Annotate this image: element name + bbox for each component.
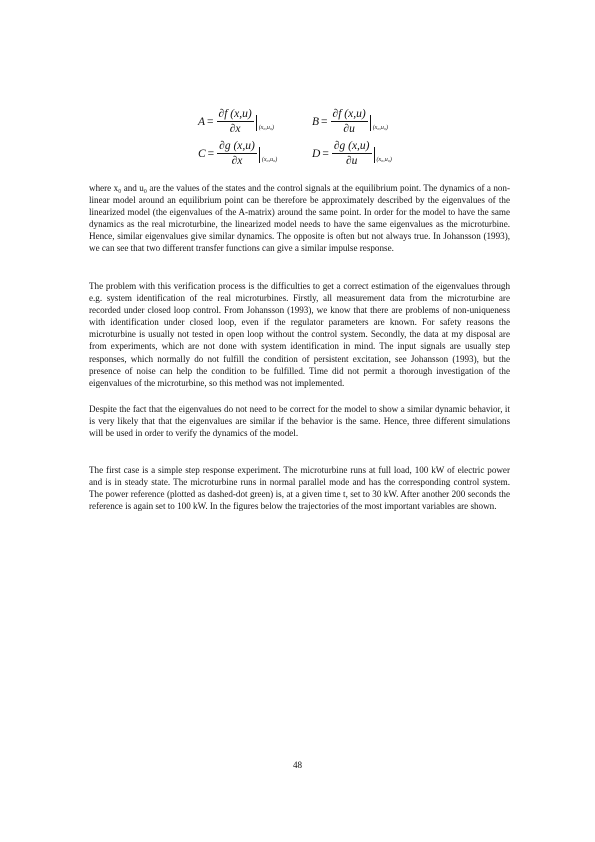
equation-c: [198, 140, 277, 168]
evaluation-bar: [259, 142, 277, 166]
equation-a: [198, 108, 274, 136]
equals-sign: =: [321, 116, 328, 128]
partial-fraction: [217, 140, 257, 168]
fraction-denominator: ∂x: [231, 155, 243, 167]
equation-lhs: D: [312, 148, 321, 160]
evaluation-bar: [256, 110, 274, 134]
vertical-bar: [259, 147, 260, 163]
partial-fraction: [332, 140, 372, 168]
vertical-bar: [374, 147, 375, 163]
equation-b: [312, 108, 388, 136]
equation-block: [198, 108, 408, 174]
equals-sign: =: [322, 148, 329, 160]
evaluation-point: (x₀,u₀): [261, 157, 278, 163]
fraction-denominator: ∂u: [343, 123, 355, 135]
evaluation-bar: [370, 110, 388, 134]
equation-lhs: B: [312, 116, 320, 128]
equation-lhs: C: [198, 148, 206, 160]
fraction-denominator: ∂x: [229, 123, 241, 135]
equation-lhs: A: [198, 116, 206, 128]
fraction-numerator: ∂f (x,u): [332, 108, 366, 120]
fraction-denominator: ∂u: [345, 155, 358, 167]
body-paragraph-1: where x₀ and u₀ are the values of the states and the control signals at the equilibrium point. The dynamics of a non-linear model around an equilibrium point can be therefore be approximately described by the eigenvalues of the linearized model (the eigenvalues of the A-matrix) around the same point. In order for the model to have the same dynamics as the real microturbine, the linearized model needs to have the same eigenvalues as the microturbine. Hence, similar eigenvalues give similar dynamics. The opposite is often but not always true. In Johansson (1993), we can see that two different transfer functions can give a similar impulse response.: [89, 183, 510, 254]
body-paragraph-3: Despite the fact that the eigenvalues do not need to be correct for the model to show a similar dynamic behavior, it is very likely that that the eigenvalues are similar if the behavior is the same. Hence, three different simulations will be used in order to verify the dynamics of the model.: [89, 404, 510, 439]
evaluation-bar: [374, 142, 392, 166]
body-paragraph-4: The first case is a simple step response experiment. The microturbine runs at full load, 100 kW of electric power and is in steady state. The microturbine runs in normal parallel mode and has the corresponding control system. The power reference (plotted as dashed-dot green) is, at a given time t, set to 30 kW. After another 200 seconds the reference is again set to 100 kW. In the figures below the trajectories of the most important variables are shown.: [89, 465, 510, 512]
evaluation-point: (x₀,u₀): [258, 125, 275, 131]
equals-sign: =: [207, 148, 215, 160]
equals-sign: =: [207, 116, 214, 128]
fraction-numerator: ∂f (x,u): [218, 108, 252, 120]
fraction-numerator: ∂g (x,u): [219, 140, 255, 152]
page-number: 48: [292, 760, 303, 770]
fraction-numerator: ∂g (x,u): [333, 140, 370, 152]
vertical-bar: [256, 115, 257, 131]
partial-fraction: [217, 108, 254, 136]
evaluation-point: (x₀,u₀): [376, 157, 392, 163]
partial-fraction: [331, 108, 368, 136]
vertical-bar: [370, 115, 371, 131]
equation-d: [312, 140, 392, 168]
body-paragraph-2: The problem with this verification process is the difficulties to get a correct estimation of the eigenvalues through e.g. system identification of the real microturbines. Firstly, all measurement data from the microturbine are recorded under closed loop control. From Johansson (1993), we know that there are problems of non-uniqueness with identification under closed loop, even if the regulator parameters are known. For safety reasons the microturbine is usually not tested in open loop without the control system. Secondly, the data at my disposal are from experiments, which are not done with system identification in mind. The input signals are usually step responses, which normally do not fulfill the condition of persistent excitation, see Johansson (1993), but the presence of noise can help the condition to be fulfilled. Time did not permit a thorough investigation of the eigenvalues of the microturbine, so this method was not implemented.: [89, 281, 510, 388]
evaluation-point: (x₀,u₀): [372, 125, 389, 131]
